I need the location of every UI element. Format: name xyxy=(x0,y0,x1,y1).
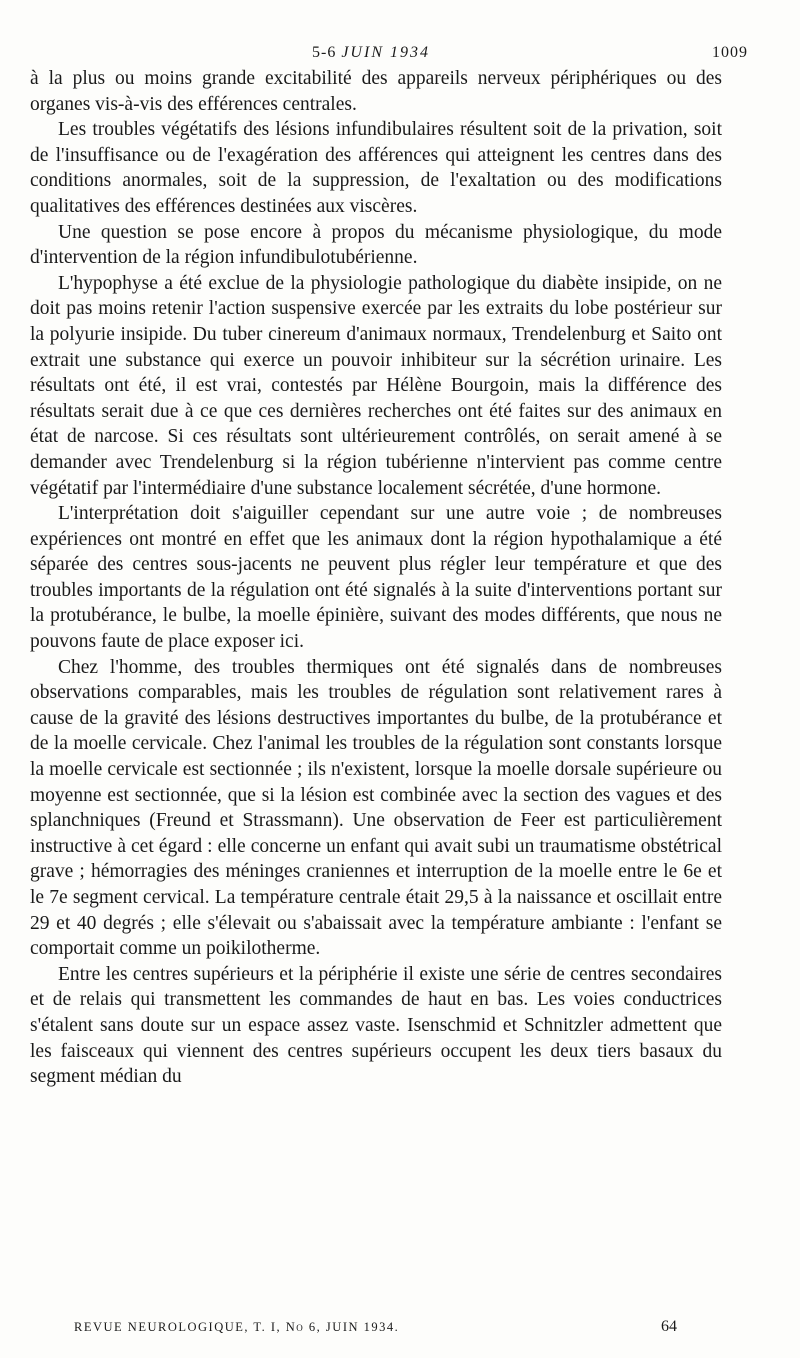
journal-citation: REVUE NEUROLOGIQUE, T. I, No 6, JUIN 1934. xyxy=(74,1320,400,1334)
header-date-month-year: JUIN 1934 xyxy=(341,44,430,61)
paragraph-4: L'hypophyse a été exclue de la physiologie pathologique du diabète insipide, on ne doit pas moins retenir l'action suspensive exercée par les extraits du lobe postérieur sur la polyurie insipide. Du tuber cinereum d'animaux normaux, Trendelenburg et Saito ont extrait une substance qui exerce un pouvoir inhibiteur sur la sécrétion urinaire. Les résultats ont été, il est vrai, contestés par Hélène Bourgoin, mais la différence des résultats serait due à ce que ces dernières recherches ont été faites sur des animaux en état de narcose. Si ces résultats sont ultérieurement contrôlés, on serait amené à se demander avec Trendelenburg si la région tubérienne n'intervient pas comme centre végétatif par l'intermédiaire d'une substance localement sécrétée, d'une hormone. xyxy=(30,272,722,499)
paragraph-7: Entre les centres supérieurs et la périphérie il existe une série de centres secondaires et de relais qui transmettent les commandes de haut en bas. Les voies conductrices s'étalent sans doute sur un espace assez vaste. Isenschmid et Schnitzler admettent que les faisceaux qui viennent des centres supérieurs occupent les deux tiers basaux du segment médian du xyxy=(30,963,722,1088)
header-date xyxy=(312,44,430,62)
header-date-prefix: 5-6 xyxy=(312,44,337,61)
page-number: 1009 xyxy=(712,44,748,61)
page-footer xyxy=(0,1318,800,1342)
paragraph-5: L'interprétation doit s'aiguiller cependant sur une autre voie ; de nombreuses expériences ont montré en effet que les animaux dont la région hypothalamique a été séparée des centres sous-jacents ne peuvent plus régler leur température et que des troubles importants de la régulation ont été signalés à la suite d'interventions portant sur la protubérance, le bulbe, la moelle épinière, suivant des modes différents, que nous ne pouvons faute de place exposer ici. xyxy=(30,503,722,653)
paragraph-2: Les troubles végétatifs des lésions infundibulaires résultent soit de la privation, soit de l'insuffisance ou de l'exagération des afférences qui atteignent les centres dans des conditions anormales, soit de la suppression, de l'exaltation ou des modifications qualitatives des efférences destinées aux viscères. xyxy=(30,119,722,217)
body-text xyxy=(30,66,722,1090)
signature-mark: 64 xyxy=(661,1318,677,1335)
paragraph-3: Une question se pose encore à propos du mécanisme physiologique, du mode d'intervention de la région infundibulotubérienne. xyxy=(30,221,722,269)
paragraph-1: à la plus ou moins grande excitabilité des appareils nerveux périphériques ou des organes vis-à-vis des efférences centrales. xyxy=(30,68,722,115)
running-head xyxy=(0,44,800,68)
paragraph-6: Chez l'homme, des troubles thermiques ont été signalés dans de nombreuses observations comparables, mais les troubles de régulation sont relativement rares à cause de la gravité des lésions destructives importantes du bulbe, de la protubérance et de la moelle cervicale. Chez l'animal les troubles de la régulation sont constants lorsque la moelle cervicale est sectionnée ; ils n'existent, lorsque la moelle dorsale supérieure ou moyenne est sectionnée, que si la lésion est combinée avec la section des vagues et des splanchniques (Freund et Strassmann). Une observation de Feer est particulièrement instructive à cet égard : elle concerne un enfant qui avait subi un traumatisme obstétrical grave ; hémorragies des méninges craniennes et interruption de la moelle entre le 6e et le 7e segment cervical. La température centrale était 29,5 à la naissance et oscillait entre 29 et 40 degrés ; elle s'élevait ou s'abaissait avec la température ambiante : l'enfant se comportait comme un poikilotherme. xyxy=(30,656,722,960)
